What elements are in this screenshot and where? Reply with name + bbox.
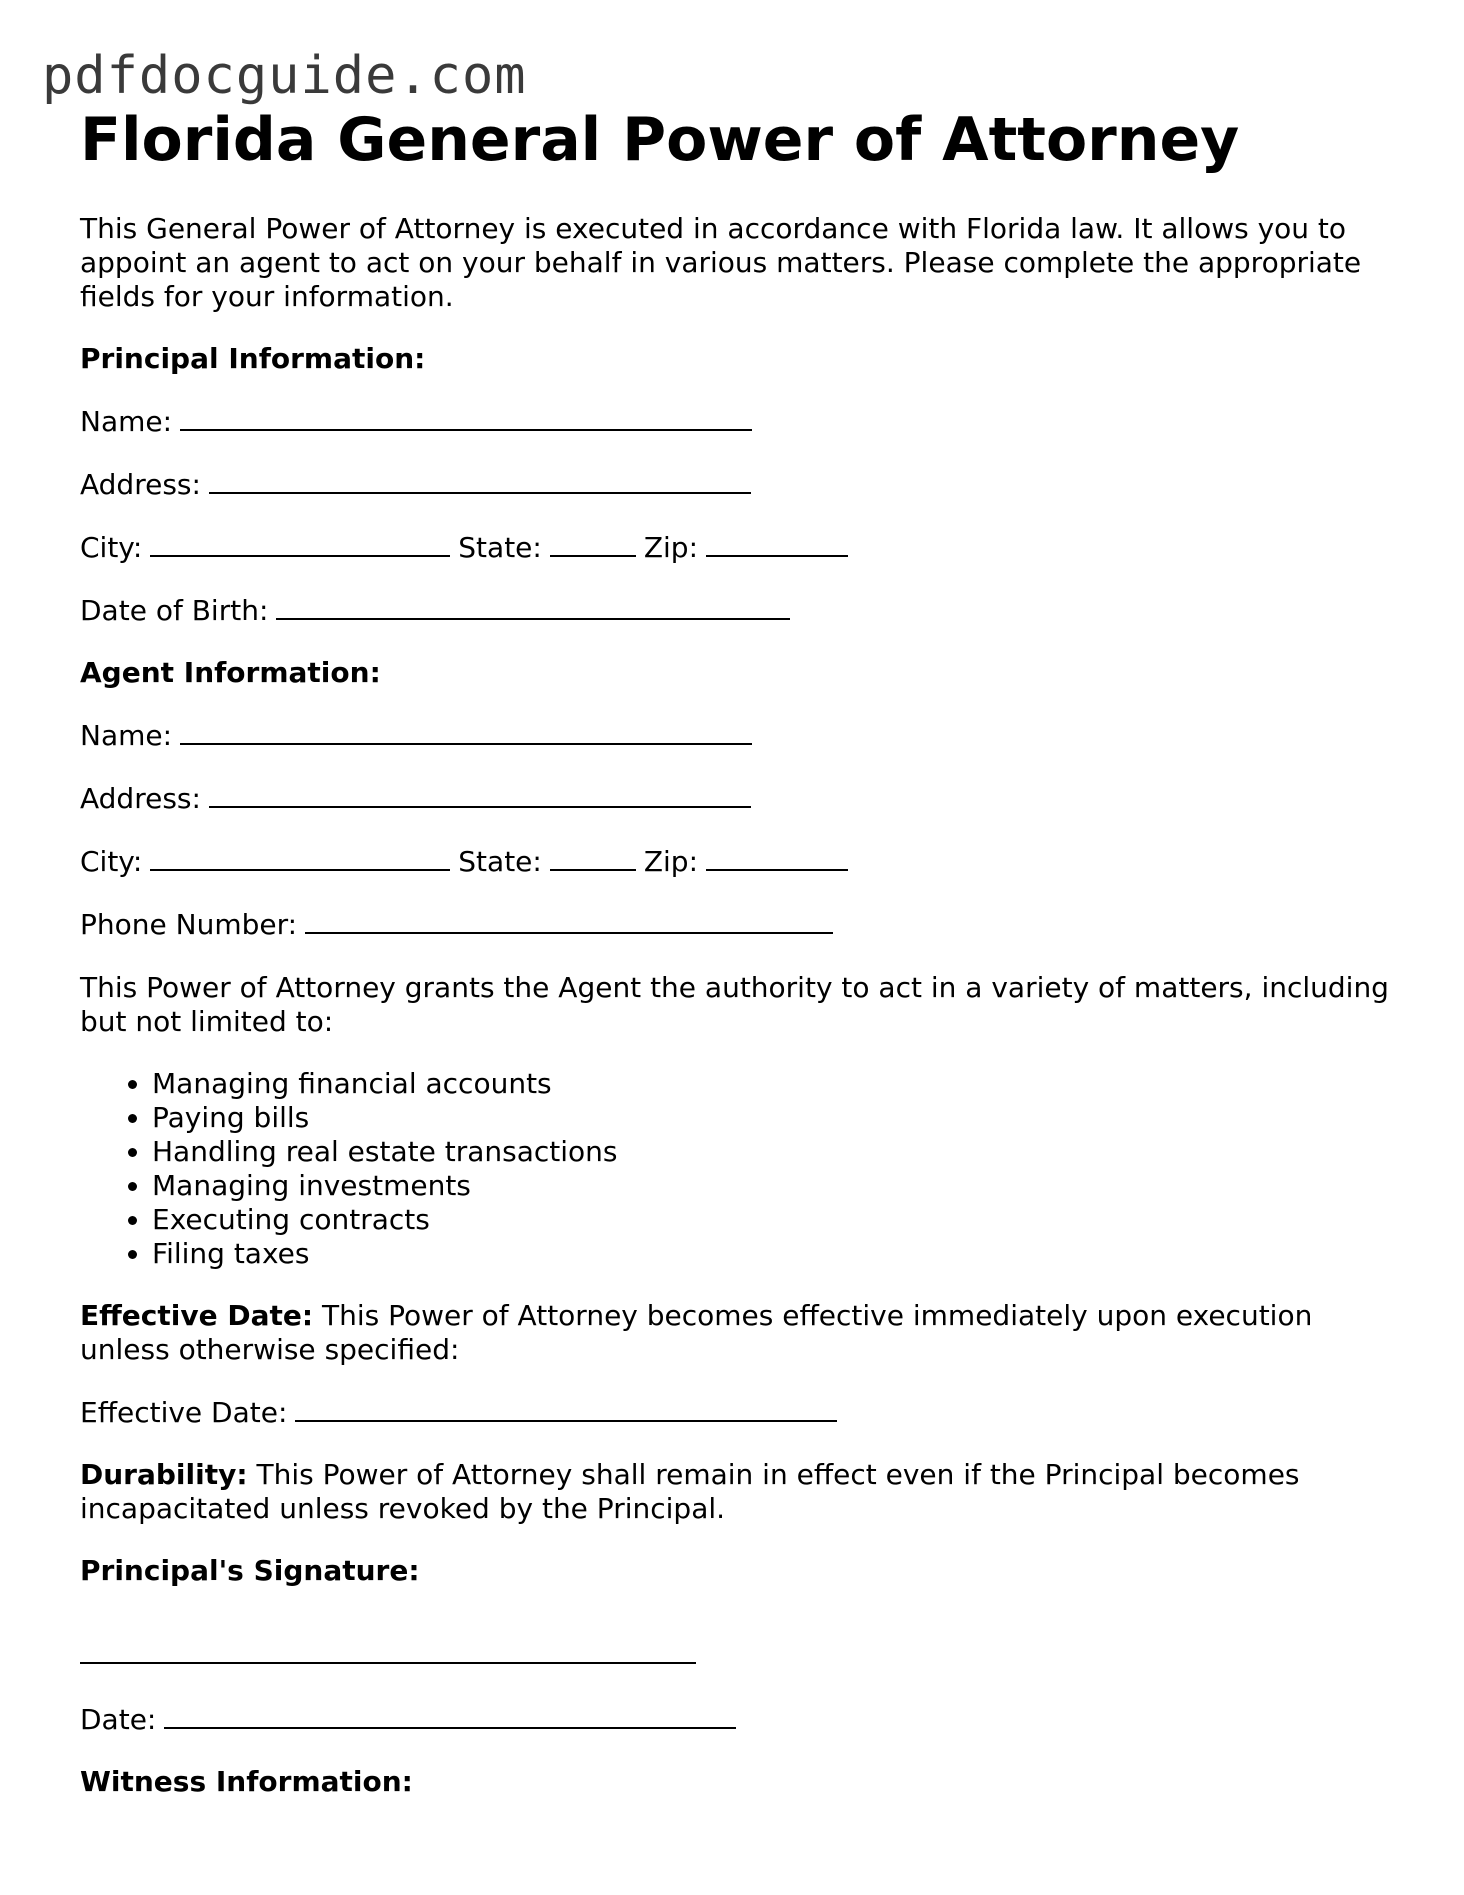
principal-heading: Principal Information: — [80, 342, 426, 375]
document-title: Florida General Power of Attorney — [80, 105, 1240, 175]
principal-state-label: State: — [458, 531, 542, 564]
agent-phone-label: Phone Number: — [80, 908, 298, 941]
agent-phone-blank[interactable] — [305, 910, 833, 934]
signature-date-field[interactable] — [80, 1703, 1400, 1737]
agent-phone-field[interactable] — [80, 908, 1400, 942]
principal-address-field[interactable] — [80, 468, 1400, 502]
signature-date-label: Date: — [80, 1703, 157, 1736]
effective-date-blank[interactable] — [295, 1398, 837, 1422]
watermark: pdfdocguide.com — [42, 46, 527, 106]
principal-address-blank[interactable] — [209, 470, 751, 494]
principal-zip-label: Zip: — [643, 531, 699, 564]
powers-list-item: • Executing contracts — [152, 1203, 1400, 1237]
powers-list — [80, 1067, 1400, 1271]
intro-paragraph: This General Power of Attorney is executed in accordance with Florida law. It allows you to appoint an agent to act on your behalf in various matters. Please complete the appropriate fields for your information. — [80, 212, 1362, 313]
powers-list-item: • Managing financial accounts — [152, 1067, 1400, 1101]
agent-city-label: City: — [80, 845, 143, 878]
agent-address-label: Address: — [80, 782, 201, 815]
agent-address-blank[interactable] — [209, 784, 751, 808]
principal-state-blank[interactable] — [550, 533, 636, 557]
agent-city-state-zip-field[interactable] — [80, 845, 1400, 879]
agent-heading: Agent Information: — [80, 656, 381, 689]
principal-name-label: Name: — [80, 405, 173, 438]
principal-city-label: City: — [80, 531, 143, 564]
document-body — [80, 100, 1400, 1799]
principal-city-state-zip-field[interactable] — [80, 531, 1400, 565]
principal-address-label: Address: — [80, 468, 201, 501]
effective-label: Effective Date: — [80, 1299, 314, 1332]
principal-zip-blank[interactable] — [706, 533, 848, 557]
effective-date-field[interactable] — [80, 1396, 1400, 1430]
principal-city-blank[interactable] — [150, 533, 450, 557]
powers-list-item: • Paying bills — [152, 1101, 1400, 1135]
powers-list-item: • Managing investments — [152, 1169, 1400, 1203]
agent-zip-label: Zip: — [643, 845, 699, 878]
agent-state-label: State: — [458, 845, 542, 878]
signature-line-row[interactable] — [80, 1640, 1400, 1674]
agent-zip-blank[interactable] — [706, 847, 848, 871]
principal-dob-field[interactable] — [80, 594, 1400, 628]
principal-dob-label: Date of Birth: — [80, 594, 269, 627]
effective-date-label: Effective Date: — [80, 1396, 288, 1429]
principal-dob-blank[interactable] — [276, 596, 790, 620]
signature-date-blank[interactable] — [164, 1705, 736, 1729]
agent-state-blank[interactable] — [550, 847, 636, 871]
effective-paragraph — [80, 1299, 1400, 1367]
signature-heading: Principal's Signature: — [80, 1554, 420, 1587]
witness-heading: Witness Information: — [80, 1765, 413, 1798]
agent-address-field[interactable] — [80, 782, 1400, 816]
durability-text: This Power of Attorney shall remain in effect even if the Principal becomes incapacitated unless revoked by the Principal. — [80, 1458, 1300, 1525]
powers-list-item: • Filing taxes — [152, 1237, 1400, 1271]
durability-label: Durability: — [80, 1458, 248, 1491]
agent-city-blank[interactable] — [150, 847, 450, 871]
agent-name-blank[interactable] — [180, 721, 752, 745]
principal-name-field[interactable] — [80, 405, 1400, 439]
grant-paragraph: This Power of Attorney grants the Agent the authority to act in a variety of matters, including but not limited to: — [80, 971, 1389, 1038]
agent-name-field[interactable] — [80, 719, 1400, 753]
durability-paragraph — [80, 1458, 1400, 1526]
powers-list-item: • Handling real estate transactions — [152, 1135, 1400, 1169]
agent-name-label: Name: — [80, 719, 173, 752]
principal-name-blank[interactable] — [180, 407, 752, 431]
effective-text: This Power of Attorney becomes effective immediately upon execution unless otherwise specified: — [80, 1299, 1313, 1366]
signature-line[interactable] — [80, 1640, 696, 1664]
